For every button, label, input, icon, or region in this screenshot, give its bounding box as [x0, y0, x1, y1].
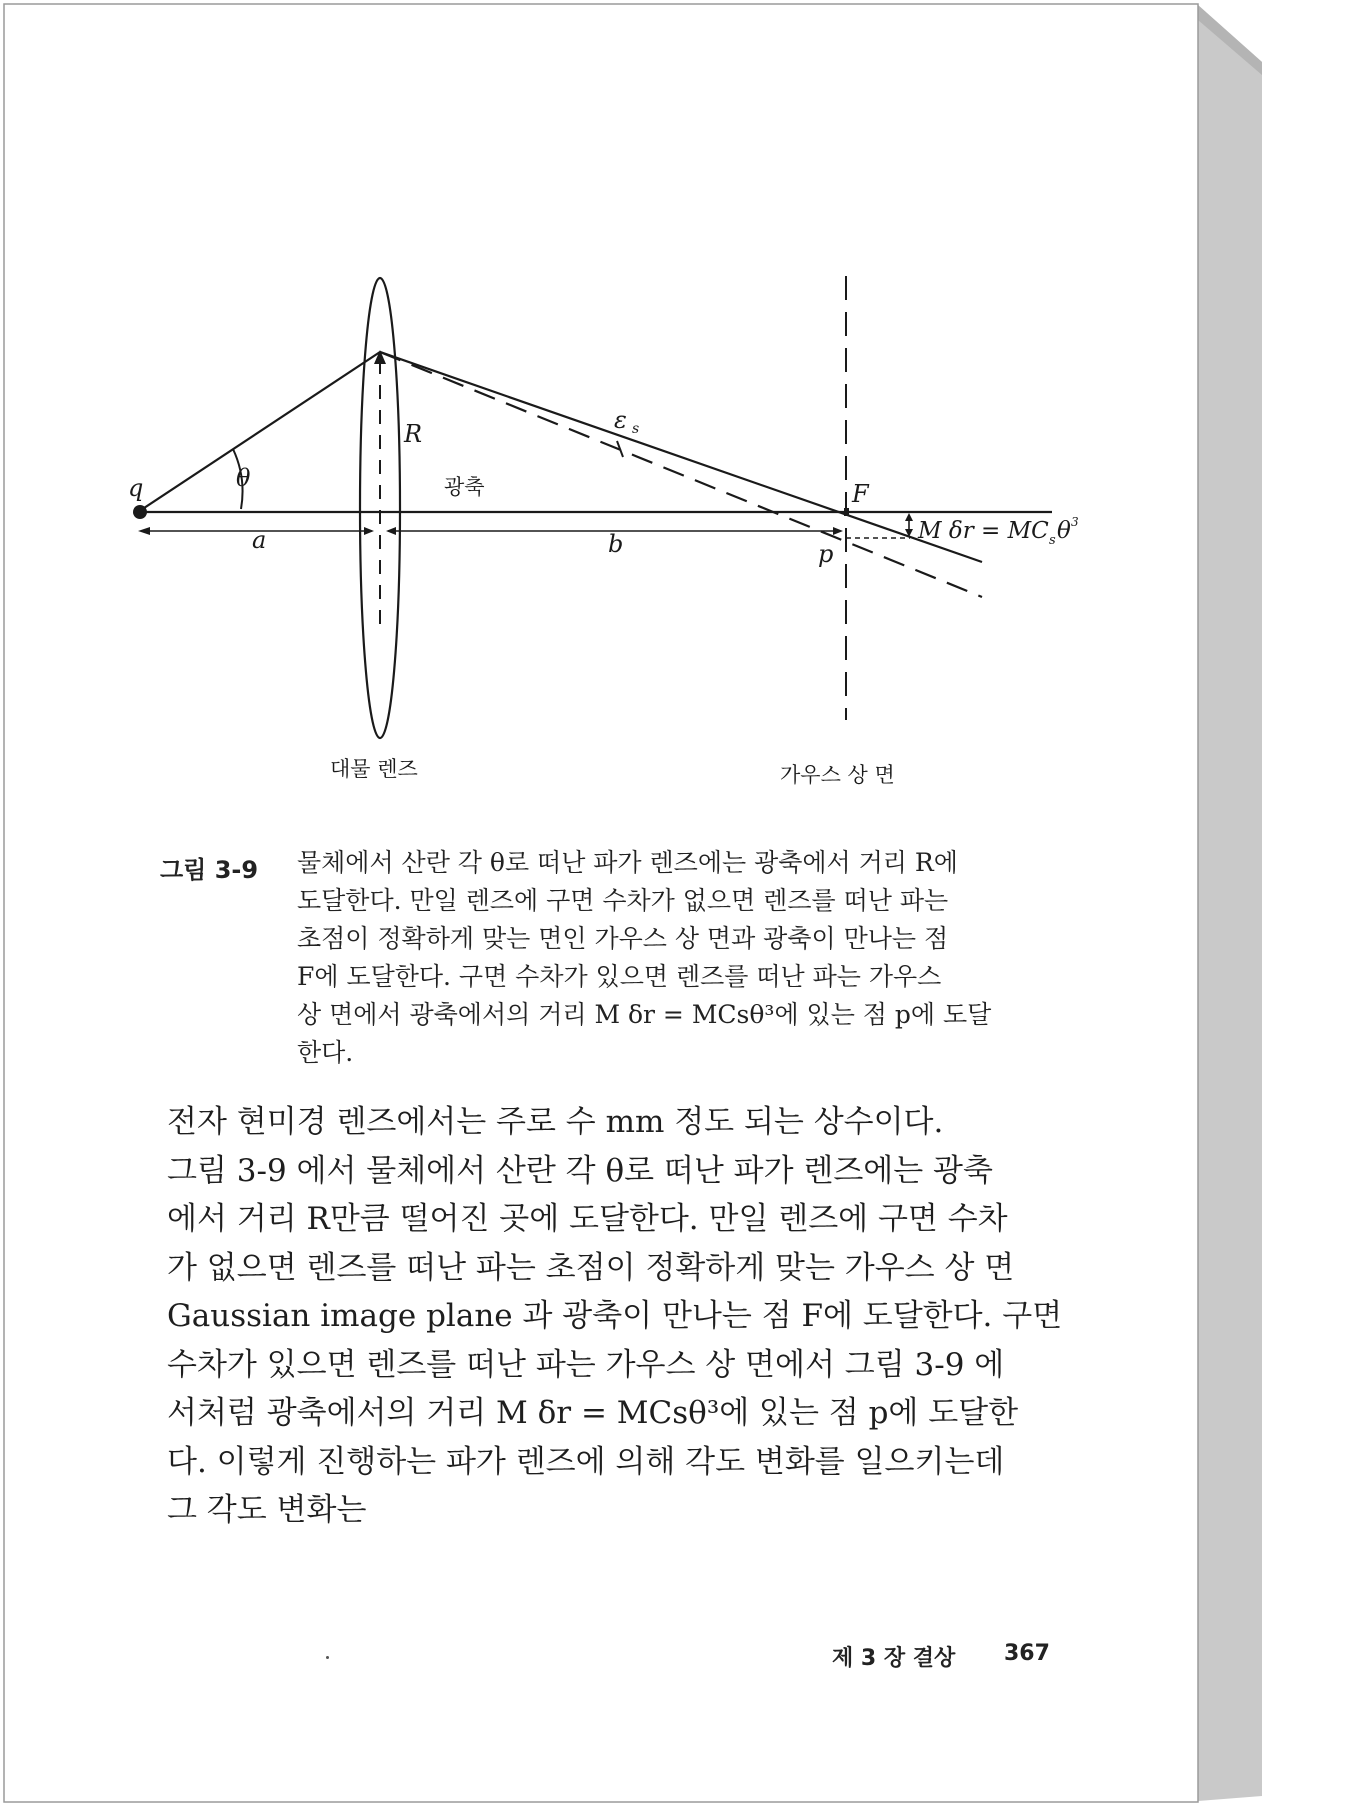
label-objective-lens: 대물 렌즈: [330, 757, 418, 781]
body-line: 에서 거리 R만큼 떨어진 곳에 도달한다. 만일 렌즈에 구면 수차: [167, 1201, 1008, 1237]
objective-lens-shape: [360, 278, 400, 738]
a-arrow-right: [364, 527, 374, 535]
caption-line: 초점이 정확하게 맞는 면인 가우스 상 면과 광축이 만나는 점: [297, 924, 949, 953]
label-aberration-eq: M δr = MC: [918, 518, 1049, 544]
label-optical-axis: 광축: [444, 475, 485, 499]
stray-dot: [326, 1656, 329, 1659]
label-epsilon-sub: s: [632, 421, 640, 437]
lens-diagram: [138, 276, 1052, 738]
caption-line: 물체에서 산란 각 θ로 떠난 파가 렌즈에는 광축에서 거리 R에: [297, 848, 958, 877]
m-dr-arrow-up: [905, 513, 913, 521]
body-line: 전자 현미경 렌즈에서는 주로 수 mm 정도 되는 상수이다.: [167, 1104, 944, 1140]
label-aberration-sub: s: [1049, 533, 1056, 548]
label-gauss-plane: 가우스 상 면: [780, 763, 895, 787]
running-footer-chapter: 제 3 장 결상: [832, 1646, 956, 1671]
body-line: 가 없으면 렌즈를 떠난 파는 초점이 정확하게 맞는 가우스 상 면: [167, 1250, 1015, 1286]
page-number: 367: [1004, 1641, 1050, 1666]
body-line: 다. 이렇게 진행하는 파가 렌즈에 의해 각도 변화를 일으키는데: [167, 1444, 1005, 1480]
body-line: 그 각도 변화는: [167, 1492, 367, 1528]
incident-ray: [138, 352, 380, 512]
b-arrow-right: [833, 527, 843, 535]
label-theta: θ: [236, 464, 251, 492]
caption-line: 한다.: [297, 1038, 354, 1067]
label-a: a: [252, 526, 267, 554]
caption-label: 그림 3-9: [160, 856, 259, 884]
a-arrow-left: [138, 527, 150, 535]
body-line: 수차가 있으면 렌즈를 떠난 파는 가우스 상 면에서 그림 3-9 에: [167, 1347, 1005, 1383]
label-q: q: [128, 474, 144, 502]
caption-line: 상 면에서 광축에서의 거리 M δr = MCsθ³에 있는 점 p에 도달: [297, 1000, 992, 1029]
label-epsilon: ε: [614, 406, 627, 434]
body-line: 서처럼 광축에서의 거리 M δr = MCsθ³에 있는 점 p에 도달한: [167, 1395, 1019, 1431]
body-line: 그림 3-9 에서 물체에서 산란 각 θ로 떠난 파가 렌즈에는 광축: [167, 1153, 993, 1189]
caption-line: 도달한다. 만일 렌즈에 구면 수차가 없으면 렌즈를 떠난 파는: [297, 886, 949, 915]
caption-line: F에 도달한다. 구면 수차가 있으면 렌즈를 떠난 파는 가우스: [297, 962, 942, 991]
label-aberration-sup: 3: [1071, 515, 1079, 529]
label-r: R: [404, 420, 423, 448]
object-point-q: [133, 505, 147, 519]
b-arrow-left: [386, 527, 396, 535]
label-aberration-theta: θ: [1057, 518, 1071, 544]
book-edge: [1198, 5, 1262, 1801]
label-p: p: [818, 540, 834, 568]
label-b: b: [608, 530, 624, 558]
label-f: F: [852, 480, 869, 508]
focal-point-mark: [844, 508, 849, 516]
body-line: Gaussian image plane 과 광축이 만나는 점 F에 도달한다. 구면: [167, 1298, 1063, 1334]
